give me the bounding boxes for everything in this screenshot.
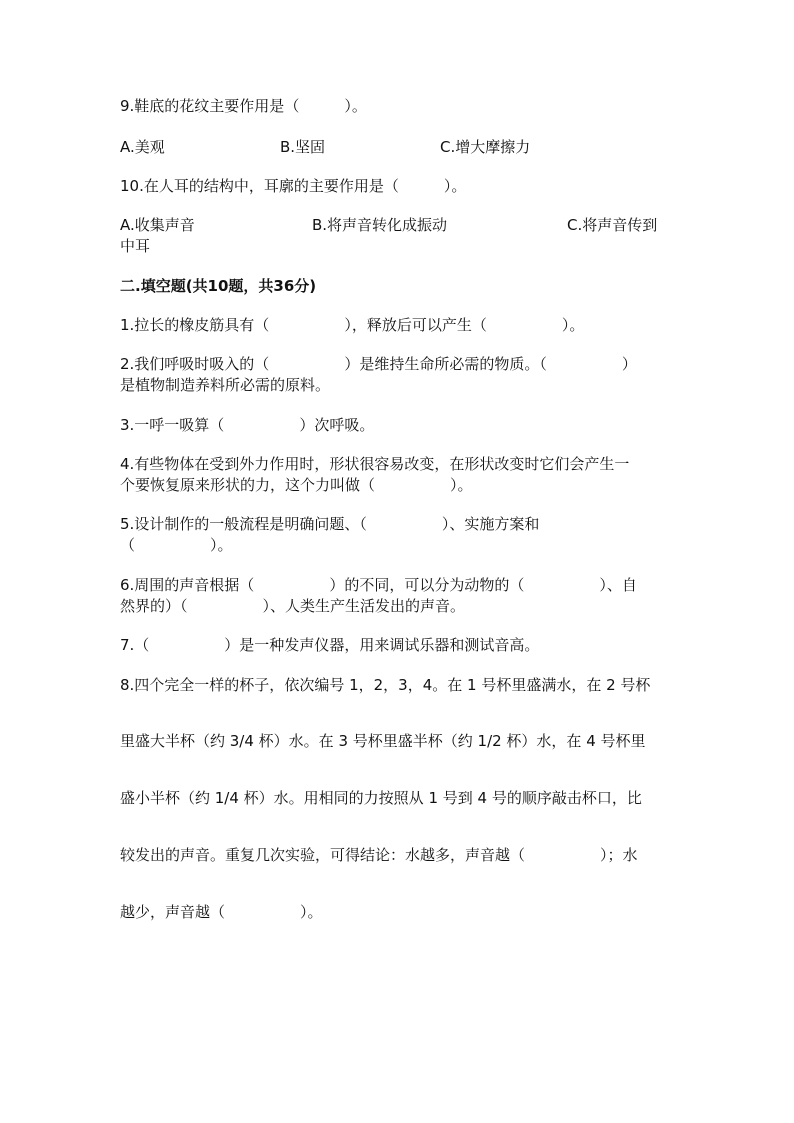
fill-question-5-line-1: 5.设计制作的一般流程是明确问题、（ ）、实施方案和 bbox=[120, 515, 540, 533]
question-9-option-c: C.增大摩擦力 bbox=[440, 138, 531, 156]
fill-question-8-line-2: 里盛大半杯（约 3/4 杯）水。在 3 号杯里盛半杯（约 1/2 杯）水，在 4 号杯里 bbox=[120, 732, 646, 750]
fill-question-2-line-1: 2.我们呼吸时吸入的（ ）是维持生命所必需的物质。（ ） bbox=[120, 355, 637, 373]
fill-question-8-line-4: 较发出的声音。重复几次实验，可得结论：水越多，声音越（ ）；水 bbox=[120, 846, 638, 864]
question-10-option-b: B.将声音转化成振动 bbox=[312, 216, 448, 234]
fill-question-6-line-2: 然界的）（ ）、人类生产生活发出的声音。 bbox=[120, 597, 466, 615]
question-10-stem: 10.在人耳的结构中，耳廓的主要作用是（ ）。 bbox=[120, 177, 467, 195]
section-heading-fill: 二.填空题(共10题，共36分) bbox=[120, 277, 317, 295]
question-9-option-a: A.美观 bbox=[120, 138, 165, 156]
fill-question-6-line-1: 6.周围的声音根据（ ）的不同，可以分为动物的（ ）、自 bbox=[120, 576, 637, 594]
fill-question-8-line-5: 越少，声音越（ ）。 bbox=[120, 903, 323, 921]
question-9-stem: 9.鞋底的花纹主要作用是（ ）。 bbox=[120, 97, 367, 115]
question-10-option-a: A.收集声音 bbox=[120, 216, 195, 234]
fill-question-8-line-1: 8.四个完全一样的杯子，依次编号 1，2，3，4。在 1 号杯里盛满水，在 2 号杯 bbox=[120, 676, 651, 694]
fill-question-1: 1.拉长的橡皮筋具有（ ），释放后可以产生（ ）。 bbox=[120, 316, 585, 334]
fill-question-5-line-2: （ ）。 bbox=[120, 536, 233, 554]
question-10-option-c-wrap: 中耳 bbox=[120, 237, 151, 255]
fill-question-2-line-2: 是植物制造养料所必需的原料。 bbox=[120, 376, 331, 394]
fill-question-8-line-3: 盛小半杯（约 1/4 杯）水。用相同的力按照从 1 号到 4 号的顺序敲击杯口，比 bbox=[120, 789, 642, 807]
question-9-option-b: B.坚固 bbox=[280, 138, 326, 156]
fill-question-7: 7.（ ）是一种发声仪器，用来调试乐器和测试音高。 bbox=[120, 636, 540, 654]
question-10-option-c: C.将声音传到 bbox=[567, 216, 658, 234]
fill-question-4-line-1: 4.有些物体在受到外力作用时，形状很容易改变，在形状改变时它们会产生一 bbox=[120, 455, 630, 473]
fill-question-4-line-2: 个要恢复原来形状的力，这个力叫做（ ）。 bbox=[120, 476, 473, 494]
fill-question-3: 3.一呼一吸算（ ）次呼吸。 bbox=[120, 416, 375, 434]
